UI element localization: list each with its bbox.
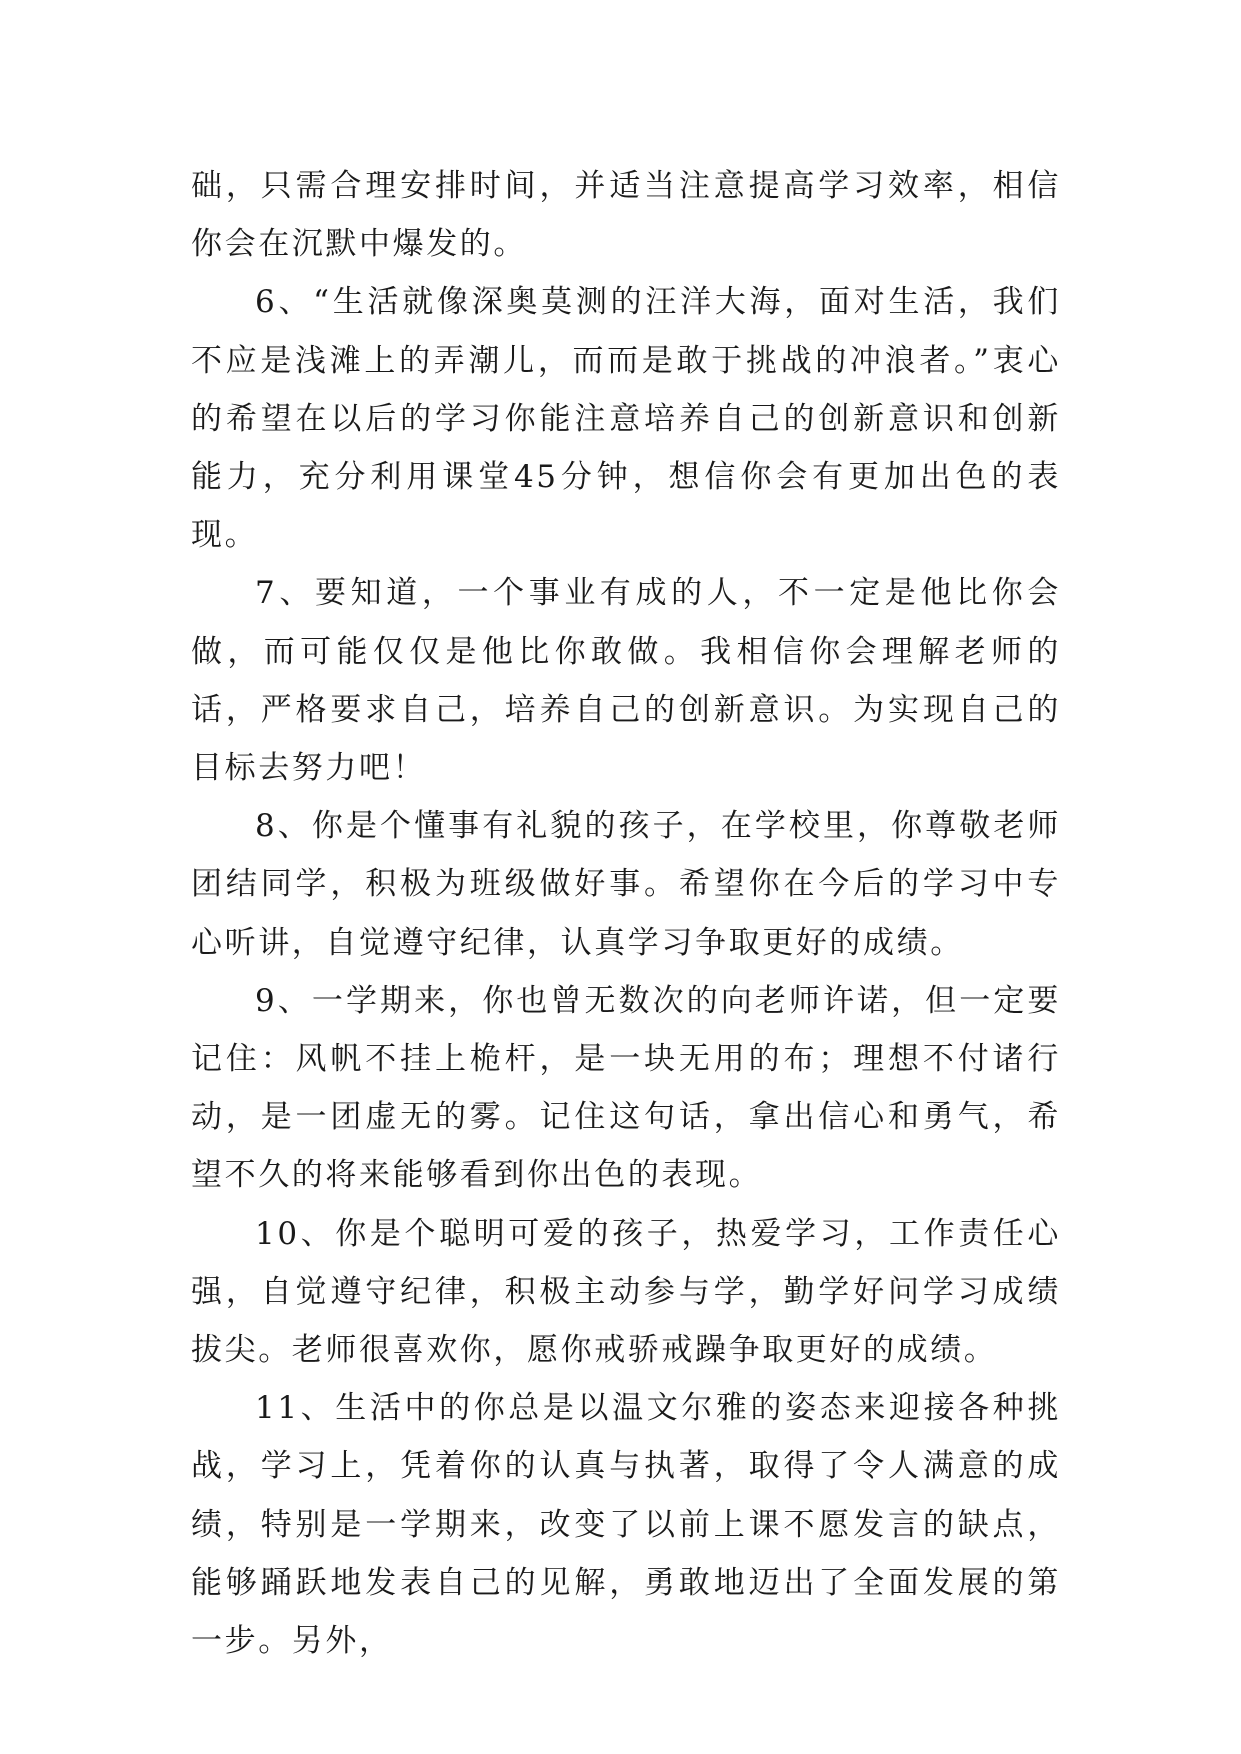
paragraph-7: 7、要知道，一个事业有成的人，不一定是他比你会做，而可能仅仅是他比你敢做。我相信你会理解老师的话，严格要求自己，培养自己的创新意识。为实现自己的目标去努力吧！ <box>191 575 1061 787</box>
paragraph-6: 6、“生活就像深奥莫测的汪洋大海，面对生活，我们不应是浅滩上的弄潮儿，而而是敢于挑战的冲浪者。”衷心的希望在以后的学习你能注意培养自己的创新意识和创新能力，充分利用课堂45分钟，想信你会有更加出色的表现。 <box>191 284 1061 554</box>
document-body <box>191 157 1061 1670</box>
paragraph-9: 9、一学期来，你也曾无数次的向老师许诺，但一定要记住：风帆不挂上桅杆，是一块无用的布；理想不付诸行动，是一团虚无的雾。记住这句话，拿出信心和勇气，希望不久的将来能够看到你出色的表现。 <box>191 982 1061 1194</box>
paragraph-10: 10、你是个聪明可爱的孩子，热爱学习，工作责任心强，自觉遵守纪律，积极主动参与学，勤学好问学习成绩拔尖。老师很喜欢你，愿你戒骄戒躁争取更好的成绩。 <box>191 1215 1061 1369</box>
paragraph-8: 8、你是个懂事有礼貌的孩子，在学校里，你尊敬老师团结同学，积极为班级做好事。希望你在今后的学习中专心听讲，自觉遵守纪律，认真学习争取更好的成绩。 <box>191 808 1061 961</box>
paragraph-continuation: 础，只需合理安排时间，并适当注意提高学习效率，相信你会在沉默中爆发的。 <box>191 168 1061 263</box>
paragraph-11: 11、生活中的你总是以温文尔雅的姿态来迎接各种挑战，学习上，凭着你的认真与执著，取得了令人满意的成绩，特别是一学期来，改变了以前上课不愿发言的缺点，能够踊跃地发表自己的见解，勇敢地迈出了全面发展的第一步。另外， <box>191 1390 1061 1660</box>
